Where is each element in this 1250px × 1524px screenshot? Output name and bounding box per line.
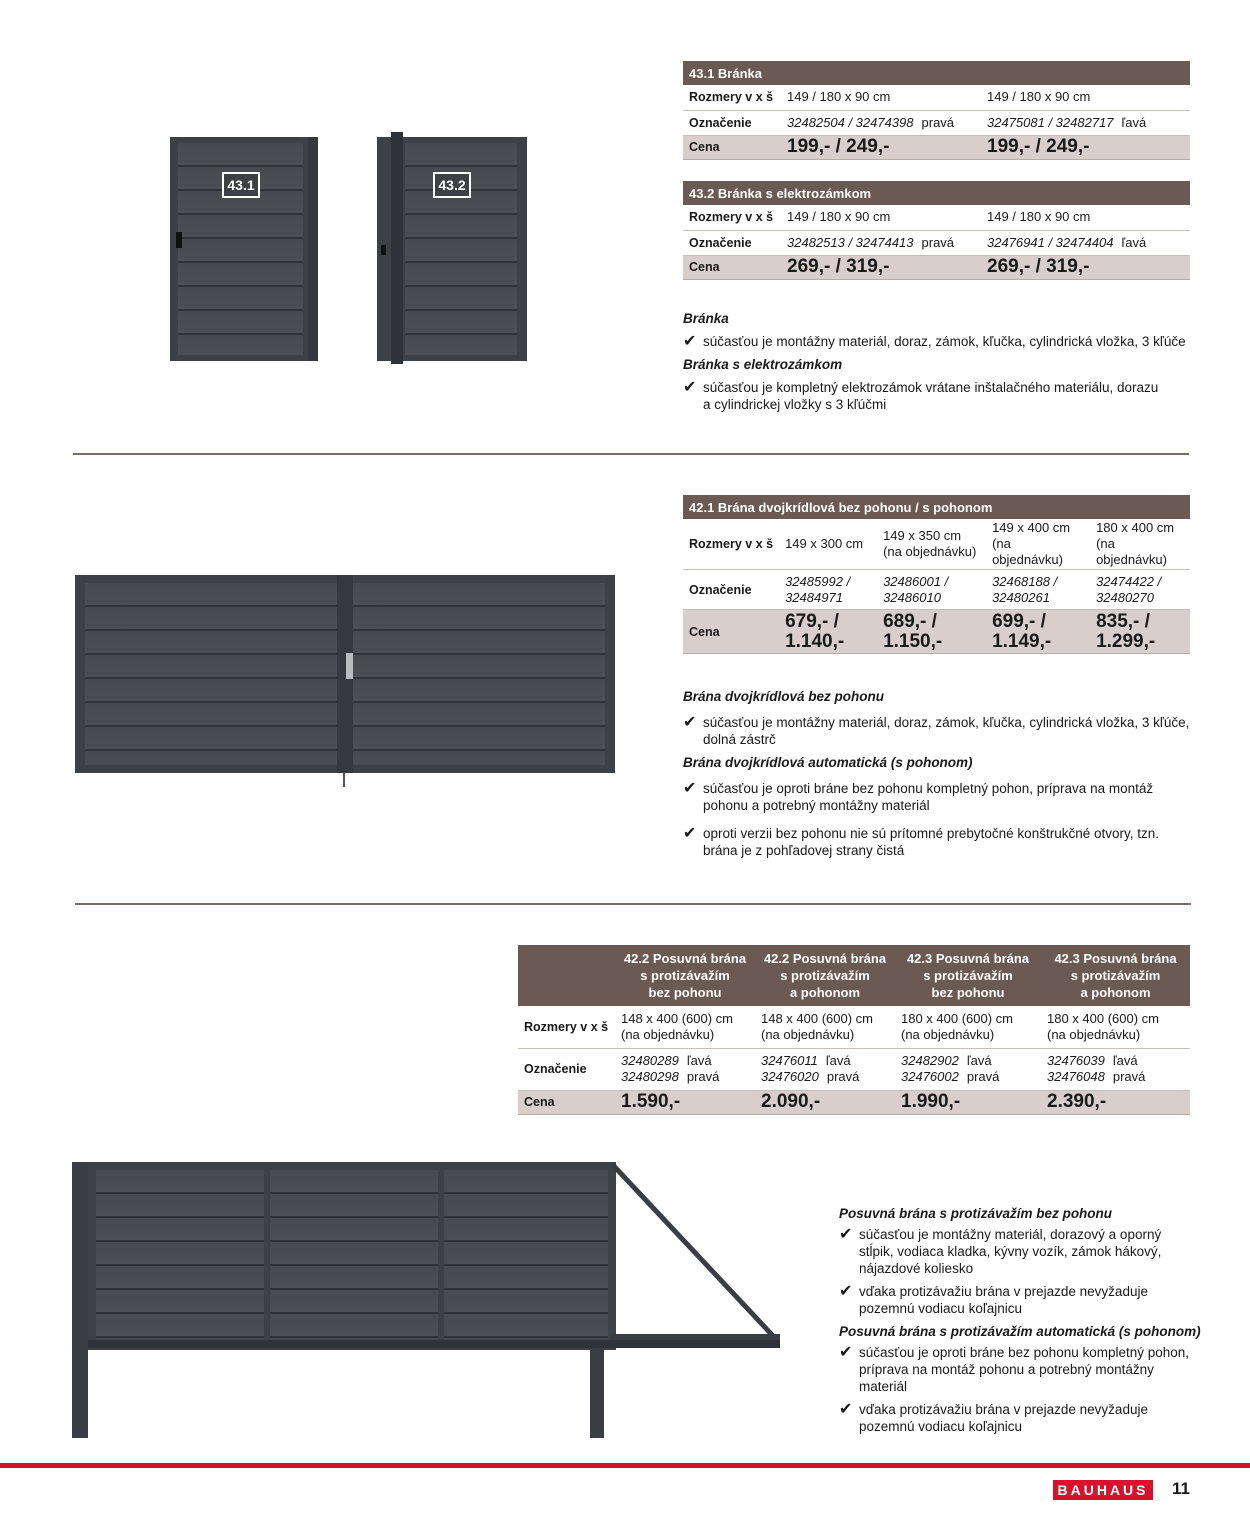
side-value: ľavá (966, 1053, 992, 1068)
size-cell (615, 1006, 755, 1048)
desc-bullet (683, 379, 1193, 413)
price-cell (895, 1090, 1041, 1114)
price-value: 699,- / (992, 610, 1046, 632)
footer-red-bar (0, 1463, 1250, 1468)
size-cell (779, 519, 877, 570)
size-value: 180 x 400 (600) cm (901, 1010, 1014, 1026)
price-cell (1041, 1090, 1190, 1114)
code-cell (1041, 1048, 1190, 1090)
bullet-text: súčasťou je oproti bráne bez pohonu kompletný pohon, (859, 1345, 1190, 1360)
code-cell (877, 570, 986, 610)
price-value: 2.390,- (1047, 1091, 1107, 1112)
size-value: 148 x 400 (600) cm (621, 1010, 734, 1026)
side-value: ľavá (1121, 234, 1147, 250)
desc-bullet (683, 825, 1198, 859)
col-header (755, 945, 895, 1006)
code-value: 32476941 / 32474404 (987, 234, 1114, 250)
desc-heading: Posuvná brána s protizávažím automatická (s pohonom) (839, 1324, 1201, 1339)
row-label-size: Rozmery v x š (683, 205, 781, 230)
code-value: 32486001 / (883, 573, 949, 589)
price-value: 1.990,- (901, 1091, 961, 1112)
price-value: 679,- / (785, 610, 839, 632)
code-value: 32482504 / 32474398 (787, 114, 914, 130)
code-cell (615, 1048, 755, 1090)
desc-bullet (683, 714, 1198, 748)
size-cell (1041, 1006, 1190, 1048)
check-icon: ✔ (839, 1401, 853, 1418)
size-cell: 149 / 180 x 90 cm (981, 85, 1190, 110)
col-header (615, 945, 755, 1006)
post-right (590, 1346, 604, 1438)
rail-bar (88, 1340, 780, 1348)
desc-heading: Bránka (683, 311, 729, 326)
col-header-line: a pohonom (1080, 985, 1151, 1000)
size-note: (na objednávku) (761, 1026, 855, 1042)
size-value: 149 x 350 cm (883, 528, 962, 543)
row-label-size: Rozmery v x š (683, 519, 779, 570)
col-header-line: s protizávažím (923, 968, 1013, 983)
price-cell (877, 610, 986, 654)
bullet-text: a cylindrickej vložky s 3 kľúčmi (703, 397, 887, 412)
desc-bullet (839, 1226, 1219, 1277)
col-header-line: bez pohonu (931, 985, 1005, 1000)
code-value: 32486010 (883, 589, 941, 605)
code-cell (1090, 570, 1190, 610)
col-header-line: s protizávažím (640, 968, 730, 983)
desc-bullet (683, 333, 1193, 350)
code-value: 32476039 (1047, 1053, 1105, 1068)
check-icon: ✔ (683, 333, 697, 350)
col-header (895, 945, 1041, 1006)
bullet-text: vďaka protizávažiu brána v prejazde nevyžaduje (859, 1402, 1148, 1417)
badge-43-2: 43.2 (433, 172, 471, 198)
check-icon: ✔ (683, 780, 697, 797)
side-value: ľavá (1121, 114, 1147, 130)
code-cell (981, 230, 1190, 255)
col-header-line: 42.2 Posuvná brána (623, 951, 747, 966)
code-cell (755, 1048, 895, 1090)
price-value: 199,- / 249,- (987, 136, 1090, 157)
code-value: 32476011 (761, 1053, 818, 1068)
bullet-text: stĺpik, vodiaca kladka, kývny vozík, zámok hákový, (859, 1244, 1162, 1259)
col-header-line: a pohonom (789, 985, 861, 1000)
price-value: 199,- / 249,- (787, 136, 890, 157)
check-icon: ✔ (839, 1226, 853, 1243)
side-value: pravá (966, 1069, 1000, 1084)
code-value: 32476020 (761, 1069, 819, 1084)
price-value: 2.090,- (761, 1091, 821, 1112)
col-header-line: 42.2 Posuvná brána (763, 951, 887, 966)
code-value: 32476048 (1047, 1069, 1105, 1084)
check-icon: ✔ (683, 714, 697, 731)
col-header-line: s protizávažím (1070, 968, 1161, 983)
code-value: 32480298 (621, 1069, 679, 1084)
check-icon: ✔ (839, 1283, 853, 1300)
description-double-gate (683, 688, 1198, 859)
price-value: 1.299,- (1096, 630, 1156, 652)
check-icon: ✔ (683, 825, 697, 842)
description-branka (683, 310, 1193, 413)
desc-heading: Brána dvojkrídlová automatická (s pohonom) (683, 755, 973, 770)
row-label-price: Cena (683, 610, 779, 654)
col-header-line: 42.3 Posuvná brána (1054, 951, 1177, 966)
size-cell (986, 519, 1090, 570)
table-title: 42.1 Brána dvojkrídlová bez pohonu / s pohonom (683, 495, 1190, 519)
gate-43-1-image (170, 137, 318, 361)
size-note: (na objednávku) (1096, 536, 1167, 567)
side-value: pravá (826, 1069, 860, 1084)
code-value: 32484971 (785, 589, 843, 605)
table-43-2 (683, 181, 1190, 280)
badge-43-1: 43.1 (222, 172, 260, 198)
size-note: (na objednávku) (992, 536, 1063, 567)
price-cell (615, 1090, 755, 1114)
price-value: 835,- / (1096, 610, 1150, 632)
table-42-2-42-3 (518, 945, 1190, 1115)
price-cell (781, 255, 981, 279)
size-cell (895, 1006, 1041, 1048)
price-cell (981, 135, 1190, 159)
check-icon: ✔ (839, 1344, 853, 1361)
row-label-size: Rozmery v x š (683, 85, 781, 110)
size-note: (na objednávku) (901, 1026, 995, 1042)
bullet-text: oproti verzii bez pohonu nie sú prítomné prebytočné konštrukčné otvory, tzn. (703, 826, 1159, 841)
bullet-text: pozemnú vodiacu koľajnicu (859, 1301, 1023, 1316)
bullet-text: vďaka protizávažiu brána v prejazde nevyžaduje (859, 1284, 1148, 1299)
price-value: 1.149,- (992, 630, 1052, 652)
page-number: 11 (1172, 1479, 1190, 1498)
bullet-text: materiál (859, 1379, 908, 1394)
size-value: 148 x 400 (600) cm (761, 1010, 874, 1026)
code-cell (781, 110, 981, 135)
desc-bullet (839, 1344, 1219, 1395)
side-value: pravá (686, 1069, 720, 1084)
post-left (72, 1162, 88, 1438)
size-note: (na objednávku) (883, 544, 977, 559)
price-cell (755, 1090, 895, 1114)
price-value: 1.140,- (785, 630, 845, 652)
bullet-text: nájazdové koliesko (859, 1261, 974, 1276)
size-value: 180 x 400 cm (1096, 520, 1175, 535)
double-gate-image (75, 575, 615, 773)
size-note: (na objednávku) (1047, 1026, 1141, 1042)
bullet-text: brána je z pohľadovej strany čistá (703, 843, 905, 858)
col-header-line: 42.3 Posuvná brána (906, 951, 1030, 966)
header-blank (518, 945, 615, 1006)
code-value: 32468188 / (992, 573, 1058, 589)
bullet-text: príprava na montáž pohonu a potrebný montážny (859, 1362, 1154, 1377)
size-cell: 149 / 180 x 90 cm (781, 85, 981, 110)
code-value: 32482902 (901, 1053, 959, 1068)
desc-heading: Bránka s elektrozámkom (683, 357, 843, 372)
size-cell (877, 519, 986, 570)
code-cell (986, 570, 1090, 610)
description-sliding-gate (839, 1205, 1219, 1435)
desc-bullet (839, 1283, 1219, 1317)
check-icon: ✔ (683, 379, 697, 396)
code-cell (981, 110, 1190, 135)
code-value: 32476002 (901, 1069, 959, 1084)
size-cell (755, 1006, 895, 1048)
price-value: 1.590,- (621, 1091, 681, 1112)
code-value: 32475081 / 32482717 (987, 114, 1114, 130)
row-label-code: Označenie (683, 230, 781, 255)
code-value: 32474422 / (1096, 573, 1162, 589)
bullet-text: pozemnú vodiacu koľajnicu (859, 1419, 1023, 1434)
row-label-price: Cena (683, 135, 781, 159)
desc-bullet (839, 1401, 1219, 1435)
col-header-line: bez pohonu (648, 985, 722, 1000)
price-cell (781, 135, 981, 159)
code-value: 32480289 (621, 1053, 679, 1068)
size-value: 149 x 300 cm (785, 536, 864, 551)
price-value: 269,- / 319,- (787, 256, 890, 277)
size-note: (na objednávku) (621, 1026, 715, 1042)
size-cell: 149 / 180 x 90 cm (981, 205, 1190, 230)
code-cell (895, 1048, 1041, 1090)
section-divider (75, 903, 1191, 905)
price-cell (1090, 610, 1190, 654)
bullet-text: súčasťou je kompletný elektrozámok vrátane inštalačného materiálu, dorazu (703, 380, 1159, 395)
price-cell (981, 255, 1190, 279)
code-value: 32480261 (992, 589, 1050, 605)
row-label-code: Označenie (518, 1048, 615, 1090)
side-value: pravá (921, 234, 955, 250)
side-value: ľavá (825, 1053, 851, 1068)
code-cell (779, 570, 877, 610)
row-label-price: Cena (683, 255, 781, 279)
bullet-text: súčasťou je montážny materiál, dorazový a oporný (859, 1227, 1162, 1242)
code-value: 32485992 / (785, 573, 851, 589)
gate-panel (88, 1162, 616, 1350)
gate-43-2-image (377, 137, 527, 361)
bauhaus-logo: BAUHAUS (1053, 1480, 1153, 1500)
size-value: 180 x 400 (600) cm (1047, 1010, 1160, 1026)
price-cell (779, 610, 877, 654)
side-value: pravá (921, 114, 955, 130)
bullet-text: súčasťou je oproti bráne bez pohonu kompletný pohon, príprava na montáž (703, 781, 1154, 796)
table-title: 43.2 Bránka s elektrozámkom (683, 181, 1190, 205)
price-value: 269,- / 319,- (987, 256, 1090, 277)
table-42-1 (683, 495, 1190, 654)
col-header (1041, 945, 1190, 1006)
desc-bullet (683, 780, 1198, 814)
price-value: 1.150,- (883, 630, 943, 652)
code-value: 32480270 (1096, 589, 1154, 605)
size-value: 149 x 400 cm (992, 520, 1071, 535)
bullet-text: pohonu a potrebný montážny materiál (703, 798, 930, 813)
bullet-text: súčasťou je montážny materiál, doraz, zámok, kľučka, cylindrická vložka, 3 kľúče, (703, 715, 1190, 730)
size-cell (1090, 519, 1190, 570)
section-divider (73, 453, 1189, 455)
size-cell: 149 / 180 x 90 cm (781, 205, 981, 230)
price-cell (986, 610, 1090, 654)
table-title: 43.1 Bránka (683, 61, 1190, 85)
row-label-code: Označenie (683, 110, 781, 135)
desc-heading: Brána dvojkrídlová bez pohonu (683, 689, 885, 704)
row-label-size: Rozmery v x š (518, 1006, 615, 1048)
table-43-1 (683, 61, 1190, 160)
code-cell (781, 230, 981, 255)
row-label-code: Označenie (683, 570, 779, 610)
desc-heading: Posuvná brána s protizávažím bez pohonu (839, 1206, 1113, 1221)
bullet-text: dolná zástrč (703, 732, 776, 747)
side-value: ľavá (1112, 1053, 1138, 1068)
counterweight-frame (610, 1160, 785, 1360)
row-label-price: Cena (518, 1090, 615, 1114)
price-value: 689,- / (883, 610, 937, 632)
col-header-line: s protizávažím (780, 968, 870, 983)
code-value: 32482513 / 32474413 (787, 234, 914, 250)
side-value: ľavá (686, 1053, 712, 1068)
side-value: pravá (1112, 1069, 1146, 1084)
bullet-text: súčasťou je montážny materiál, doraz, zámok, kľučka, cylindrická vložka, 3 kľúče (703, 334, 1186, 349)
